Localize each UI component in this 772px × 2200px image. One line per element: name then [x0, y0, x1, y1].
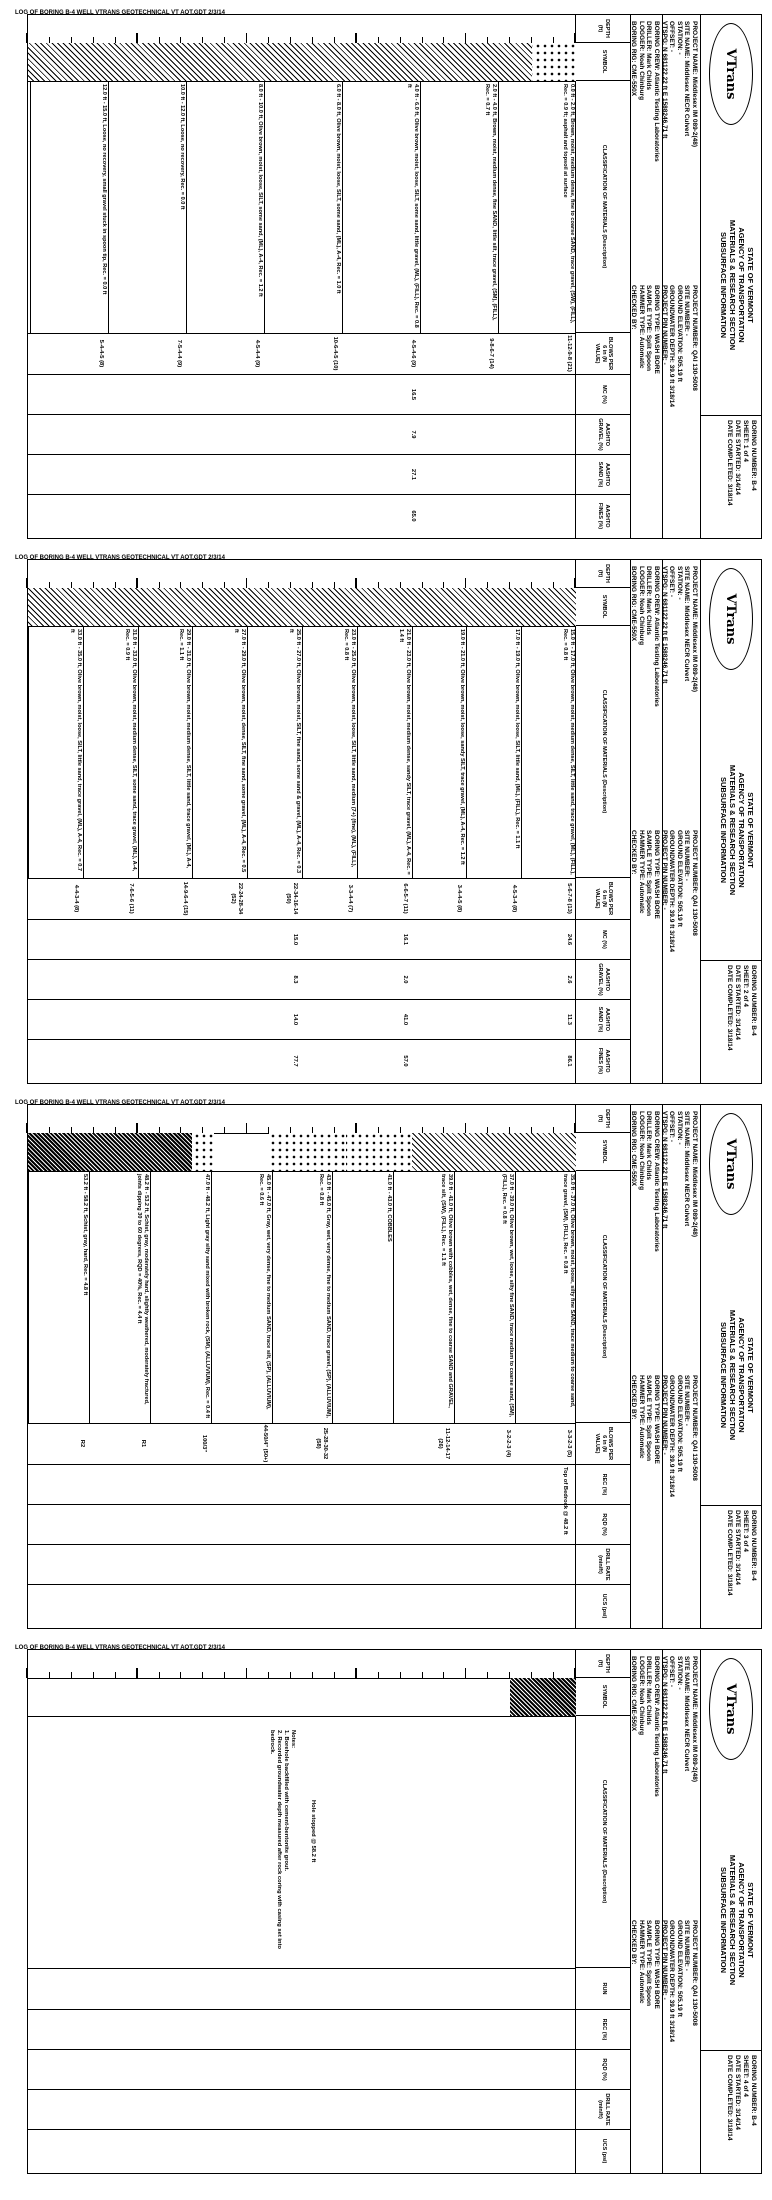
agency-title: STATE OF VERMONT AGENCY OF TRANSPORTATION MATERIALS & RESEARCH SECTION SUBSURFACE INFORMATION — [719, 1854, 755, 1986]
sample-description: 53.2 ft - 58.2 ft, Schist, gray, hard, Rec. = 4.8 ft — [28, 1171, 89, 1423]
sample-blows: 11-12-9-8 (21) — [566, 335, 572, 372]
hole-stopped-note: Hole stopped @ 58.2 ft — [310, 1800, 316, 1863]
header-depth: DEPTH (ft) — [576, 15, 631, 43]
date-completed: DATE COMPLETED: 3/18/14 — [726, 2055, 733, 2141]
sample-description: 43.0 ft - 45.0 ft, Gray, wet, very dense, fine to medium SAND, trace gravel, (SP), (ALLUVIUM), Rec. = 0.8 ft — [272, 1171, 333, 1423]
sheet-frame — [27, 14, 762, 539]
sample-sand: 41.0 — [401, 1013, 408, 1026]
notes-title: Notes: — [290, 1730, 296, 1749]
mc-column — [28, 1465, 576, 1505]
depth-scale — [28, 1650, 576, 1679]
sample-description: 25.0 ft - 27.0 ft, Olive brown, moist, SILT, fine sand, some sand & gravel, (ML), A-4, Rec. = 0.3 ft — [247, 626, 302, 878]
log-sheet — [0, 0, 772, 545]
blows-column — [28, 1423, 576, 1465]
log-sheet — [0, 545, 772, 1090]
boring-number: BORING NUMBER: B-4 — [750, 965, 757, 1036]
sample-description: 27.0 ft - 29.0 ft, Olive brown, moist, dense, SILT, fine sand, some gravel, (ML), A-4, Rec. = 0.5 ft — [192, 626, 247, 878]
description-column — [28, 81, 576, 334]
header-depth: DEPTH (ft) — [576, 1105, 631, 1133]
project-info: PROJECT NAME: Middlesex IM 089-2(48) SITE NAME: Middlesex NECR Culvert STATION: - OFFSET: - VTSPG: N 681122.22 ft E 1588246.71 ft PROJECT NUMBER: QAI 130-5008 SITE NUMBER: - GROUND ELEVATION: 505.19 ft GROUNDWATER DEPTH: 39.9 ft 3/18/14 PROJECT PIN NUMBER: - — [662, 560, 701, 1083]
sample-fines: 57.0 — [401, 1055, 408, 1067]
sample-sand: 27.1 — [410, 468, 416, 481]
fines-column — [28, 1585, 576, 1627]
sample-blows: R2 — [78, 1439, 85, 1448]
header-symbol: SYMBOL — [576, 1133, 631, 1171]
header-blows: BLOWS PER 6 in (N VALUE) — [576, 1423, 631, 1465]
soil-symbol-blank — [214, 1133, 269, 1171]
sample-blows: 7-5-4-4 (9) — [176, 339, 182, 368]
sample-description: 17.0 ft - 19.0 ft, Olive brown, moist, loose, SILT, little sand, (ML), (FILL), Rec. = 1.1 ft — [466, 626, 521, 878]
description-column — [28, 1716, 576, 1969]
depth-tick — [136, 33, 138, 43]
header-gravel: AASHTO GRAVEL (%) — [576, 415, 631, 455]
header-symbol: SYMBOL — [576, 1678, 631, 1716]
sand-column — [28, 1545, 576, 1585]
vtrans-logo-icon: VTrans — [709, 23, 753, 125]
sample-mc: 16.1 — [401, 933, 408, 946]
column-headers — [576, 1105, 631, 1628]
sheet-frame — [27, 559, 762, 1084]
agency-title: STATE OF VERMONT AGENCY OF TRANSPORTATION MATERIALS & RESEARCH SECTION SUBSURFACE INFORMATION — [719, 1309, 755, 1441]
sample-gravel: 7.9 — [410, 430, 416, 439]
header-blows: RUN — [576, 1968, 631, 2010]
sample-description: 39.0 ft - 41.0 ft, Olive brown with cobbles, wet, dense, fine to coarse SAND and GRAVEL, trace silt, (SW), (FILL), Rec. = 1.1 ft — [393, 1171, 454, 1423]
log-body — [28, 1105, 576, 1628]
sample-mc: 24.6 — [566, 933, 572, 946]
sample-description: 31.0 ft - 33.0 ft, Olive brown, moist, medium dense, SILT, some sand, trace gravel, (ML), A-4, Rec. = 0.9 ft — [83, 626, 138, 878]
header-mc: MC (%) — [576, 375, 631, 415]
gravel-column — [28, 1505, 576, 1545]
symbol-column — [28, 1133, 576, 1172]
sample-fines: 77.7 — [292, 1055, 298, 1067]
depth-tick — [355, 1123, 357, 1133]
depth-scale — [28, 1105, 576, 1134]
depth-tick — [246, 33, 248, 43]
depth-tick — [136, 1668, 138, 1678]
depth-tick — [465, 1668, 467, 1678]
sample-description: 23.0 ft - 25.0 ft, Olive brown, moist, loose, SILT, little sand, medium (7+) (fine), (ML), (FILL), Rec. = 0.8 ft — [302, 626, 357, 878]
crew-info: BORING CREW: Atlantic Testing Laboratories DRILLER: Mark Childs LOGGER: Noah Chinburg BORING RIG: CME-550X BORING TYPE: WASH BORE SAMPLE TYPE: Split Spoon HAMMER TYPE: Automatic CHECKED BY: — [630, 1105, 663, 1628]
header-gravel: RQD (%) — [576, 2050, 631, 2090]
sample-description: 47.0 ft - 48.2 ft, Light gray silty sand mixed with broken rock, (SM), (ALLUVIUM), Rec. = 0.4 ft — [150, 1171, 211, 1423]
header-mc: MC (%) — [576, 920, 631, 960]
soil-symbol-hatch — [28, 588, 576, 626]
column-headers — [576, 15, 631, 538]
depth-scale — [28, 560, 576, 589]
header-mc: REC (%) — [576, 1465, 631, 1505]
header-symbol: SYMBOL — [576, 43, 631, 81]
sample-blows: 22-24-28-34 (52) — [230, 882, 244, 915]
depth-tick — [575, 1668, 577, 1678]
depth-tick — [465, 1123, 467, 1133]
header-classification: CLASSIFICATION OF MATERIALS (Description) — [576, 1716, 631, 1968]
gravel-column — [28, 415, 576, 455]
notes-block — [268, 1730, 296, 1960]
agency-title: STATE OF VERMONT AGENCY OF TRANSPORTATION MATERIALS & RESEARCH SECTION SUBSURFACE INFORMATION — [719, 764, 755, 896]
sample-blows: 3-2-2-3 (4) — [505, 1429, 512, 1458]
header-sand: DRILL RATE (min/ft) — [576, 1545, 631, 1585]
project-info: PROJECT NAME: Middlesex IM 089-2(48) SITE NAME: Middlesex NECR Culvert STATION: - OFFSET: - VTSPG: N 681122.22 ft E 1588246.71 ft PROJECT NUMBER: QAI 130-5008 SITE NUMBER: - GROUND ELEVATION: 505.19 ft GROUNDWATER DEPTH: 39.9 ft 3/18/14 PROJECT PIN NUMBER: - — [662, 1650, 701, 2173]
header-fines: UCS (psi) — [600, 1593, 607, 1619]
boring-info-box — [701, 2050, 761, 2173]
depth-tick — [575, 578, 577, 588]
sample-description: 37.0 ft - 39.0 ft, Olive brown, wet, loose, silty fine SAND, trace medium to coarse sand, (SM), (FILL), Rec. = 0.8 ft — [454, 1171, 515, 1423]
soil-symbol-gravel — [346, 1133, 412, 1171]
note-line: 2. Recorded groundwater depth measured after rock coring with casing set into bedrock. — [269, 1730, 282, 1950]
boring-info-box — [701, 415, 761, 538]
sample-gravel: 2.6 — [566, 975, 572, 984]
depth-tick — [465, 578, 467, 588]
sheet-slot-4 — [0, 1635, 772, 2180]
sample-blows: 4-5-4-4 (9) — [254, 339, 260, 368]
gravel-column — [28, 960, 576, 1000]
sheet-number: SHEET: 4 of 4 — [742, 2055, 749, 2097]
date-completed: DATE COMPLETED: 3/18/14 — [726, 965, 733, 1051]
soil-symbol-hatch — [412, 1133, 576, 1171]
soil-symbol-gravel — [532, 43, 576, 81]
soil-symbol-gravel — [269, 1133, 346, 1171]
sample-description: 29.0 ft - 31.0 ft, Olive brown, moist, medium dense, SILT, little sand, trace gravel, (ML), A-4, Rec. = 1.1 ft — [138, 626, 193, 878]
header-gravel: AASHTO GRAVEL (%) — [576, 960, 631, 1000]
project-info: PROJECT NAME: Middlesex IM 089-2(48) SITE NAME: Middlesex NECR Culvert STATION: - OFFSET: - VTSPG: N 681122.22 ft E 1588246.71 ft PROJECT NUMBER: QAI 130-5008 SITE NUMBER: - GROUND ELEVATION: 505.19 ft GROUNDWATER DEPTH: 39.9 ft 3/18/14 PROJECT PIN NUMBER: - — [662, 1105, 701, 1628]
sample-sand: 14.0 — [292, 1013, 298, 1026]
footer-label: LOG OF BORING B-4 WELL VTRANS GEOTECHNICAL VT AOT.GDT 2/3/14 — [15, 1645, 225, 1651]
sheet-number: SHEET: 3 of 4 — [742, 1510, 749, 1552]
sample-blows: 100/3" — [200, 1434, 207, 1453]
footer-label: LOG OF BORING B-4 WELL VTRANS GEOTECHNICAL VT AOT.GDT 2/3/14 — [15, 10, 225, 16]
log-body — [28, 1650, 576, 2173]
sample-description: 19.0 ft - 21.0 ft, Olive brown, moist, loose, sandy SILT, trace gravel, (ML), A-4, Rec. = 1.2 ft — [412, 626, 467, 878]
header-blows: BLOWS PER 6 in (N VALUE) — [576, 878, 631, 920]
crew-info: BORING CREW: Atlantic Testing Laboratories DRILLER: Mark Childs LOGGER: Noah Chinburg BORING RIG: CME-550X BORING TYPE: WASH BORE SAMPLE TYPE: Split Spoon HAMMER TYPE: Automatic CHECKED BY: — [630, 560, 663, 1083]
log-body — [28, 15, 576, 538]
header-fines: AASHTO FINES (%) — [597, 1047, 610, 1075]
sample-blows: 4-5-4-6 (9) — [410, 339, 416, 368]
blows-column — [28, 878, 576, 920]
column-headers — [576, 560, 631, 1083]
sample-blows: 14-9-6-4 (15) — [182, 881, 189, 916]
depth-tick — [246, 1668, 248, 1678]
depth-tick — [27, 1123, 29, 1133]
sample-description: 10.0 ft - 12.0 ft, Loose, no recovery, Rec. = 0.0 ft — [108, 81, 186, 333]
header-classification: CLASSIFICATION OF MATERIALS (Description) — [576, 626, 631, 878]
sample-description: 41.0 ft - 43.0 ft, COBBLES — [332, 1171, 393, 1423]
sample-description: 12.0 ft - 15.0 ft, Loose, no recovery, small gravel stuck in spoon tip, Rec. = 0.0 ft — [30, 81, 108, 333]
depth-tick — [246, 1123, 248, 1133]
sample-blows: 4-5-3-4 (8) — [511, 884, 518, 913]
crew-info: BORING CREW: Atlantic Testing Laboratories DRILLER: Mark Childs LOGGER: Noah Chinburg BORING RIG: CME-550X BORING TYPE: WASH BORE SAMPLE TYPE: Split Spoon HAMMER TYPE: Automatic CHECKED BY: — [630, 15, 663, 538]
sample-mc: 15.0 — [292, 933, 298, 946]
date-started: DATE STARTED: 3/14/14 — [734, 965, 741, 1040]
soil-symbol-hatch — [28, 43, 532, 81]
sample-fines: 86.1 — [566, 1055, 572, 1067]
note-line: 1. Borehole backfilled with cement-bentonite grout. — [283, 1730, 289, 1872]
soil-symbol-dark — [28, 1133, 192, 1171]
sample-blows: 22-34-16-14 (50) — [285, 882, 298, 915]
sand-column — [28, 455, 576, 495]
sand-column — [28, 2090, 576, 2130]
soil-symbol-dark — [510, 1678, 576, 1716]
sample-description: 21.0 ft - 23.0 ft, Olive brown, moist, medium dense, sandy SILT, trace gravel, (ML), A-4, Rec. = 1.4 ft — [357, 626, 412, 878]
header-fines: UCS (psi) — [600, 2138, 607, 2164]
sheet-header — [575, 560, 761, 1083]
sample-description: 15.0 ft - 17.0 ft, Olive brown, moist, medium dense, SILT, little sand, trace gravel, (ML), (FILL), Rec. = 0.8 ft — [521, 626, 576, 878]
depth-tick — [27, 1668, 29, 1678]
log-sheet — [0, 1090, 772, 1635]
boring-info-box — [701, 960, 761, 1083]
header-sand: AASHTO SAND (%) — [576, 455, 631, 495]
sample-blows: 6-6-5-7 (11) — [401, 883, 408, 914]
sheet-header — [575, 1105, 761, 1628]
header-sand: DRILL RATE (min/ft) — [576, 2090, 631, 2130]
sample-blows: 11-12-14-17 (26) — [437, 1427, 451, 1460]
sample-description: 6.0 ft - 8.0 ft, Olive brown, moist, loose, SILT, some sand, (ML), A-4, Rec. = 1.0 ft — [264, 81, 342, 333]
header-gravel: RQD (%) — [576, 1505, 631, 1545]
fines-column — [28, 1040, 576, 1082]
sample-blows: 10-6-4-5 (10) — [332, 336, 338, 371]
boring-number: BORING NUMBER: B-4 — [750, 2055, 757, 2126]
sheet-frame — [27, 1649, 762, 2174]
depth-tick — [575, 33, 577, 43]
sample-gravel: 8.3 — [292, 975, 298, 984]
sheet-number: SHEET: 1 of 4 — [742, 420, 749, 462]
sample-gravel: 2.0 — [401, 975, 408, 984]
fines-column — [28, 2130, 576, 2172]
sample-description: 0.0 ft - 2.0 ft, Brown, moist, medium dense, fine to coarse SAND, trace gravel, (SW), (FILL), Rec. = 0.9 ft; asphalt and topsoil at surface — [498, 81, 576, 333]
sample-blows: 3-3-2-3 (5) — [566, 1429, 572, 1458]
depth-tick — [27, 578, 29, 588]
sample-blows: 7-6-5-6 (11) — [127, 883, 134, 914]
depth-tick — [246, 578, 248, 588]
header-depth: DEPTH (ft) — [576, 560, 631, 588]
sheet-slot-1 — [0, 0, 772, 545]
sheet-frame — [27, 1104, 762, 1629]
agency-title: STATE OF VERMONT AGENCY OF TRANSPORTATION MATERIALS & RESEARCH SECTION SUBSURFACE INFORMATION — [719, 219, 755, 351]
blows-column — [28, 333, 576, 375]
description-column — [28, 1171, 576, 1424]
sheet-header — [575, 1650, 761, 2173]
sample-description: 8.0 ft - 10.0 ft, Olive brown, moist, loose, SILT, some sand, (ML), A-4, Rec. = 1.2 ft — [186, 81, 264, 333]
depth-tick — [355, 578, 357, 588]
sample-blows: 3-4-4-5 (8) — [456, 884, 463, 913]
depth-tick — [27, 33, 29, 43]
sample-description: 45.0 ft - 47.0 ft, Gray, wet, very dense, fine to medium SAND, trace silt, (SP), (ALLUVIUM), Rec. = 0.6 ft — [211, 1171, 272, 1423]
sample-description: 48.2 ft - 53.2 ft, Schist, gray, moderately hard, slightly weathered, moderately fractured, joints dipping 30 to 60 degrees, RQD = 40%, Rec. = 4.4 ft — [89, 1171, 150, 1423]
date-started: DATE STARTED: 3/14/14 — [734, 420, 741, 495]
date-completed: DATE COMPLETED: 3/18/14 — [726, 420, 733, 506]
sample-blows: 3-3-4-4 (7) — [346, 884, 353, 913]
symbol-column — [28, 588, 576, 627]
header-mc: REC (%) — [576, 2010, 631, 2050]
sample-sand: 11.3 — [566, 1014, 572, 1025]
crew-info: BORING CREW: Atlantic Testing Laboratories DRILLER: Mark Childs LOGGER: Noah Chinburg BORING RIG: CME-550X BORING TYPE: WASH BORE SAMPLE TYPE: Split Spoon HAMMER TYPE: Automatic CHECKED BY: — [630, 1650, 663, 2173]
log-body — [28, 560, 576, 1083]
vtrans-logo-icon: VTrans — [709, 1658, 753, 1760]
sample-description: 33.0 ft - 35.0 ft, Olive brown, moist, loose, SILT, little sand, trace gravel, (ML), A-4, Rec. = 0.7 ft — [28, 626, 83, 878]
sample-description: 2.0 ft - 4.0 ft, Brown, moist, medium dense, fine SAND, little silt, trace gravel, (SM), (FILL), Rec. = 0.7 ft — [420, 81, 498, 333]
date-completed: DATE COMPLETED: 3/18/14 — [726, 1510, 733, 1596]
depth-tick — [136, 578, 138, 588]
soil-symbol-gravel — [192, 1133, 214, 1171]
sample-description: 35.0 ft - 37.0 ft, Olive brown, moist, loose, silty fine SAND, trace medium to coarse sand, trace gravel, (SM), (FILL), Rec. = 0.8 ft — [515, 1171, 576, 1423]
vtrans-logo-icon: VTrans — [709, 568, 753, 670]
sample-description: 4.0 ft - 6.0 ft, Olive brown, moist, loose, SILT, some sand, little gravel, (ML), (FILL), Rec. = 0.8 ft — [342, 81, 420, 333]
depth-tick — [136, 1123, 138, 1133]
sample-blows: 25-28-30-32 (58) — [315, 1427, 329, 1460]
sheet-header — [575, 15, 761, 538]
header-classification: CLASSIFICATION OF MATERIALS (Description) — [576, 1171, 631, 1423]
depth-tick — [355, 1668, 357, 1678]
sample-blows: 5-4-4-5 (8) — [98, 339, 104, 368]
sample-blows: 5-6-7-8 (13) — [566, 883, 572, 914]
footer-label: LOG OF BORING B-4 WELL VTRANS GEOTECHNICAL VT AOT.GDT 2/3/14 — [15, 555, 225, 561]
column-headers — [576, 1650, 631, 2173]
header-blows: BLOWS PER 6 in (N VALUE) — [576, 333, 631, 375]
header-fines: AASHTO FINES (%) — [597, 502, 610, 530]
vtrans-logo-icon: VTrans — [709, 1113, 753, 1215]
sample-fines: 65.0 — [410, 510, 416, 522]
depth-tick — [465, 33, 467, 43]
gravel-column — [28, 2050, 576, 2090]
depth-scale — [28, 15, 576, 44]
depth-tick — [575, 1123, 577, 1133]
depth-tick — [355, 33, 357, 43]
project-info: PROJECT NAME: Middlesex IM 089-2(48) SITE NAME: Middlesex NECR Culvert STATION: - OFFSET: - VTSPG: N 681122.22 ft E 1588246.71 ft PROJECT NUMBER: QAI 130-5008 SITE NUMBER: - GROUND ELEVATION: 505.19 ft GROUNDWATER DEPTH: 39.9 ft 3/18/14 PROJECT PIN NUMBER: - — [662, 15, 701, 538]
boring-number: BORING NUMBER: B-4 — [750, 1510, 757, 1581]
fines-column — [28, 495, 576, 537]
description-column — [28, 626, 576, 879]
footer-label: LOG OF BORING B-4 WELL VTRANS GEOTECHNICAL VT AOT.GDT 2/3/14 — [15, 1100, 225, 1106]
blows-column — [28, 1968, 576, 2010]
sheet-slot-2 — [0, 545, 772, 1090]
sand-column — [28, 1000, 576, 1040]
header-symbol: SYMBOL — [576, 588, 631, 626]
sample-blows: 4-4-3-4 (8) — [72, 884, 79, 913]
log-sheet — [0, 1635, 772, 2180]
symbol-column — [28, 1678, 576, 1717]
date-started: DATE STARTED: 3/14/14 — [734, 1510, 741, 1585]
header-sand: AASHTO SAND (%) — [576, 1000, 631, 1040]
sample-blows: 44-50/4" (50+) — [261, 1424, 268, 1463]
sheet-slot-3 — [0, 1090, 772, 1635]
mc-column — [28, 2010, 576, 2050]
symbol-column — [28, 43, 576, 82]
mc-column — [28, 375, 576, 415]
bedrock-note: Top of Bedrock @ 48.2 ft — [562, 1467, 568, 1535]
date-started: DATE STARTED: 3/14/14 — [734, 2055, 741, 2130]
sample-blows: R1 — [139, 1439, 146, 1448]
header-classification: CLASSIFICATION OF MATERIALS (Description) — [576, 81, 631, 333]
header-depth: DEPTH (ft) — [576, 1650, 631, 1678]
sheet-number: SHEET: 2 of 4 — [742, 965, 749, 1007]
boring-info-box — [701, 1505, 761, 1628]
boring-number: BORING NUMBER: B-4 — [750, 420, 757, 491]
sample-blows: 9-8-6-7 (14) — [488, 338, 494, 369]
mc-column — [28, 920, 576, 960]
sample-mc: 16.5 — [410, 388, 416, 401]
